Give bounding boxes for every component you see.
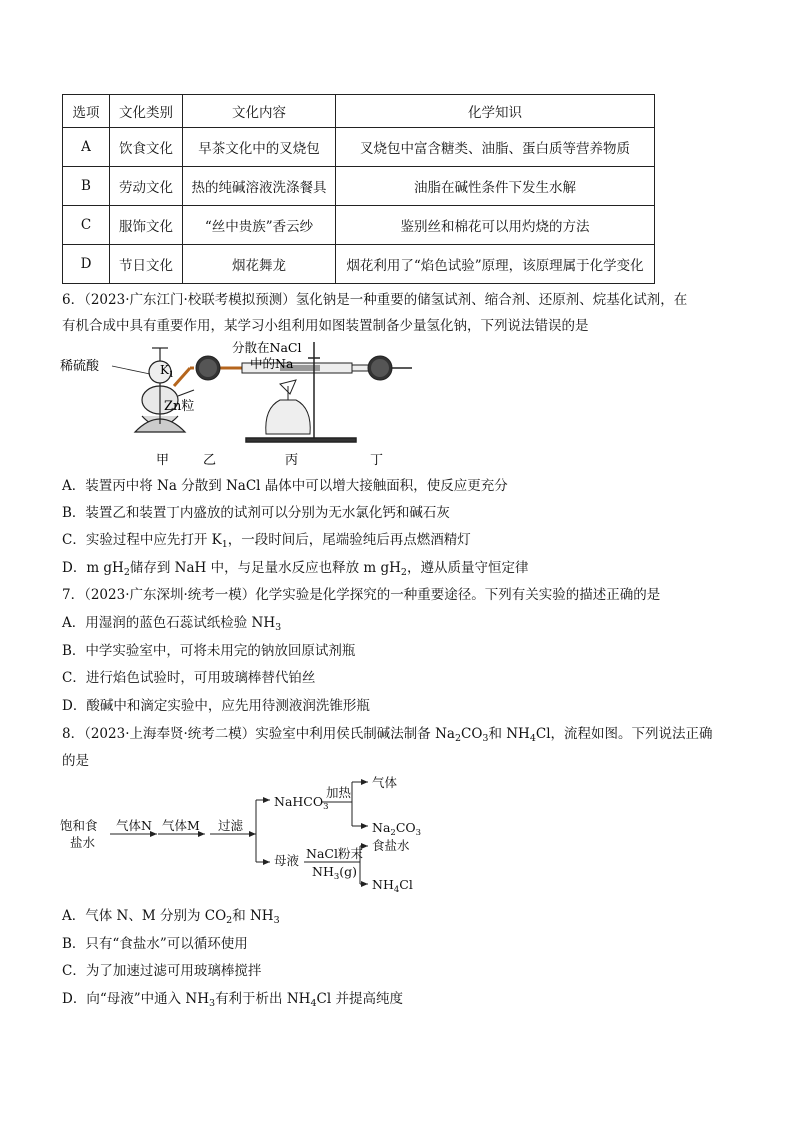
- q7-option-b: B．中学实验室中，可将未用完的钠放回原试剂瓶: [62, 643, 356, 659]
- flow-start-1: 饱和食: [60, 818, 98, 833]
- nacl-na-label-2: 中的Na: [250, 356, 294, 371]
- culture-table: [62, 94, 655, 284]
- flow-start-2: 盐水: [70, 835, 96, 850]
- table-header-cell: 文化内容: [183, 95, 336, 128]
- flow-gas-n: 气体N: [116, 818, 152, 833]
- valve-k1-label: $K_1$: [160, 363, 175, 379]
- flow-heat: 加热: [326, 785, 352, 800]
- q6-option-c: C．实验过程中应先打开 $K_1$，一段时间后，尾端验纯后再点燃酒精灯: [62, 532, 471, 550]
- q6-option-a: A．装置丙中将 Na 分散到 NaCl 晶体中可以增大接触面积，使反应更充分: [62, 478, 508, 494]
- q8-stem-line2: 的是: [62, 753, 89, 769]
- table-cell: 早茶文化中的叉烧包: [183, 128, 336, 167]
- table-cell: A: [63, 128, 110, 167]
- q6-stem-line2: 有机合成中具有重要作用，某学习小组利用如图装置制备少量氢化钠，下列说法错误的是: [62, 318, 589, 334]
- flow-nh3-gas: $NH_3(g)$: [312, 864, 358, 882]
- table-row: [63, 128, 655, 167]
- flow-gas-m: 气体M: [162, 818, 200, 833]
- flow-nacl-powder: NaCl粉末: [306, 846, 363, 861]
- table-cell: C: [63, 206, 110, 245]
- flow-mother-liquor: 母液: [274, 853, 300, 868]
- flow-na2co3: $Na_2CO_3$: [372, 820, 422, 838]
- label-bing: 丙: [285, 453, 299, 468]
- q8-option-a: A．气体 N、M 分别为 $CO_2$和 $NH_3$: [62, 908, 280, 926]
- q8-option-d: D．向“母液”中通入 $NH_3$有利于析出 $NH_4Cl$ 并提高纯度: [62, 991, 403, 1009]
- table-cell: “丝中贵族”香云纱: [183, 206, 336, 245]
- table-cell: 饮食文化: [110, 128, 183, 167]
- label-jia: 甲: [156, 453, 170, 468]
- table-header-row: [63, 95, 655, 128]
- q7-option-d: D．酸碱中和滴定实验中，应先用待测液润洗锥形瓶: [62, 698, 370, 714]
- q7-stem: 7．（2023·广东深圳·统考一模）化学实验是化学探究的一种重要途径。下列有关实验的描述正确的是: [62, 587, 661, 603]
- q6-stem-line1: 6．（2023·广东江门·校联考模拟预测）氢化钠是一种重要的储氢试剂、缩合剂、还原剂、烷基化试剂，在: [62, 292, 688, 308]
- table-header-cell: 选项: [63, 95, 110, 128]
- flow-filter: 过滤: [218, 818, 244, 833]
- table-cell: 叉烧包中富含糖类、油脂、蛋白质等营养物质: [336, 128, 655, 167]
- q7-option-a: A．用湿润的蓝色石蕊试纸检验 $NH_3$: [62, 615, 282, 633]
- q8-option-c: C．为了加速过滤可用玻璃棒搅拌: [62, 963, 262, 979]
- table-cell: 劳动文化: [110, 167, 183, 206]
- table-cell: 节日文化: [110, 245, 183, 284]
- table-cell: 鉴别丝和棉花可以用灼烧的方法: [336, 206, 655, 245]
- table-header-cell: 文化类别: [110, 95, 183, 128]
- table-row: [63, 206, 655, 245]
- nacl-na-label-1: 分散在NaCl: [232, 340, 302, 355]
- table-cell: D: [63, 245, 110, 284]
- q7-option-c: C．进行焰色试验时，可用玻璃棒替代铂丝: [62, 670, 316, 686]
- table-cell: 烟花利用了“焰色试验”原理，该原理属于化学变化: [336, 245, 655, 284]
- table-cell: 热的纯碱溶液洗涤餐具: [183, 167, 336, 206]
- kipp-generator: [135, 348, 194, 432]
- table-row: [63, 167, 655, 206]
- dilute-acid-label: 稀硫酸: [60, 359, 100, 374]
- table-row: [63, 245, 655, 284]
- process-flow-diagram: [60, 770, 440, 900]
- table-cell: B: [63, 167, 110, 206]
- q6-option-b: B．装置乙和装置丁内盛放的试剂可以分别为无水氯化钙和碱石灰: [62, 505, 450, 521]
- label-ding: 丁: [370, 453, 384, 468]
- alcohol-lamp: [266, 380, 310, 434]
- table-cell: 烟花舞龙: [183, 245, 336, 284]
- apparatus-figure: [60, 338, 420, 468]
- table-cell: 服饰文化: [110, 206, 183, 245]
- zn-granules-label: Zn粒: [164, 399, 195, 414]
- table-header-cell: 化学知识: [336, 95, 655, 128]
- flow-nahco3: NaHCO$_3$: [274, 794, 329, 812]
- table-cell: 油脂在碱性条件下发生水解: [336, 167, 655, 206]
- flow-nh4cl: $NH_4Cl$: [372, 877, 413, 895]
- flow-salt-water: 食盐水: [372, 838, 410, 853]
- label-yi: 乙: [203, 453, 217, 468]
- q6-option-d: D．m $gH_2$储存到 NaH 中，与足量水反应也释放 m $gH_2$，遵从质量守恒定律: [62, 560, 529, 578]
- q8-stem-line1: 8．（2023·上海奉贤·统考二模）实验室中利用侯氏制碱法制备 $Na_2CO_3$和 $NH_4Cl$，流程如图。下列说法正确: [62, 726, 713, 744]
- q8-option-b: B．只有“食盐水”可以循环使用: [62, 936, 248, 952]
- flow-gas: 气体: [372, 775, 398, 790]
